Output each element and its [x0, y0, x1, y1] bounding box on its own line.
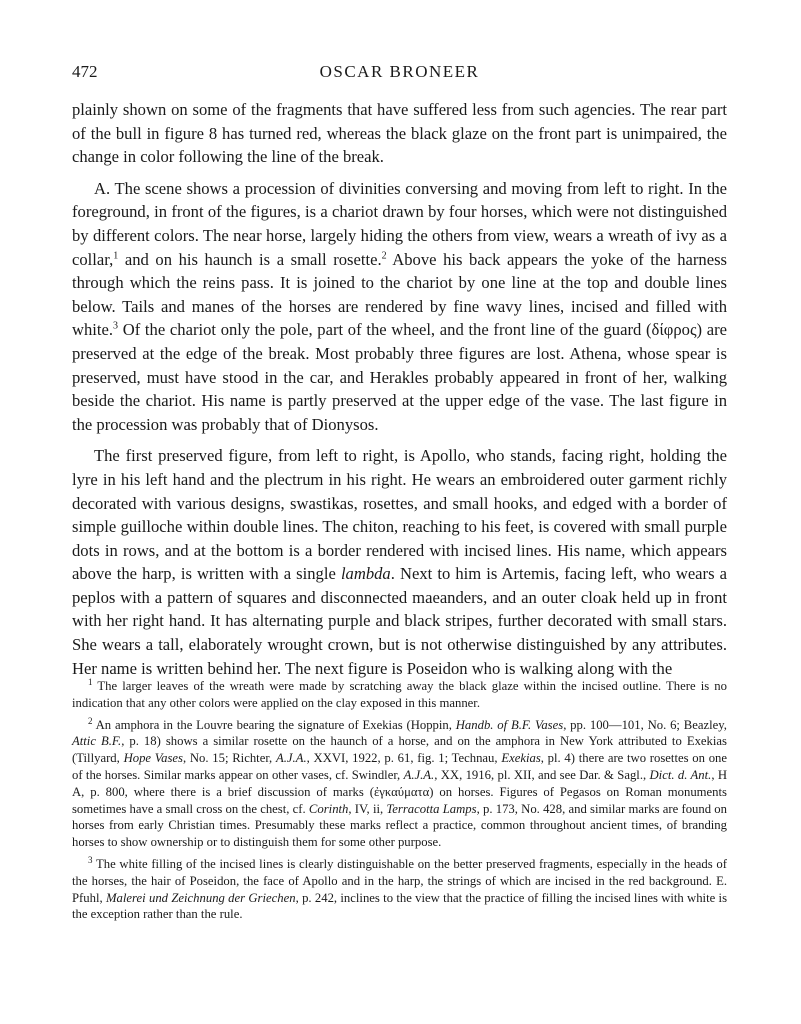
footnote-2 [72, 717, 727, 851]
p2-text-d: Of the chariot only the pole, part of the wheel, and the front line of the guard (δίφρος) are preserved at the edge of the break. Most probably three figures are lost. Athena, whose spear is preserved, must have stood in the car, and Herakles probably appeared in front of her, walking beside the chariot. His name is partly preserved at the upper edge of the vase. The last figure in the procession was probably that of Dionysos. [72, 320, 727, 434]
p3-text-a: The first preserved figure, from left to right, is Apollo, who stands, facing right, holding the lyre in his left hand and the plectrum in his right. He wears an embroidered outer garment richly decorated with various designs, swastikas, rosettes, and small hooks, and edged with a border of simple guilloche within double lines. The chiton, reaching to his feet, is covered with small purple dots in rows, and at the bottom is a border rendered with incised lines. His name, which appears above the harp, is written with a single [72, 446, 727, 584]
fn2-italic-1: Handb. of B.F. Vases [455, 717, 564, 732]
footnote-ref-1[interactable]: 1 [113, 250, 119, 262]
fn3-a: The white filling of the incised lines is clearly distinguishable on the better preserved fragments, especially in the heads of the horses, the hair of Poseidon, the face of Apollo and in the harp, the strings of which are incised in the red background. E. Pfuhl, [72, 856, 727, 905]
fn2-h: , H A, p. 800, where there is a brief discussion of marks (ἐγκαύματα) on horses. Figures of Pegasos on Roman monuments sometimes have a small cross on the chest, cf. [72, 767, 727, 816]
footnote-ref-3[interactable]: 3 [113, 320, 119, 332]
footnote-3-number: 3 [88, 854, 93, 865]
fn2-c: , p. 18) shows a similar rosette on the haunch of a horse, and on the amphora in New York attributed to Exekias (Tillyard, [72, 734, 727, 766]
p3-text-b: . Next to him is Artemis, facing left, who wears a peplos with a pattern of squares and disconnected maeanders, and an outer cloak held up in front with her right hand. It has alternating purple and black stripes, further decorated with small stars. She wears a tall, elaborately wrought crown, but is not otherwise distinguished by any attributes. Her name is written behind her. The next figure is Poseidon who is walking along with the [72, 564, 727, 678]
fn2-italic-3: Hope Vases [123, 751, 183, 766]
fn2-a: An amphora in the Louvre bearing the signature of Exekias (Hoppin, [95, 717, 456, 732]
paragraph-1-text: plainly shown on some of the fragments that have suffered less from such agencies. The rear part of the bull in figure 8 has turned red, whereas the black glaze on the front part is unimpaired, the change in color following the line of the break. [72, 100, 727, 167]
footnote-1 [72, 678, 727, 712]
p2-text-a: A. The scene shows a procession of divinities conversing and moving from left to right. In the foreground, in front of the figures, is a chariot drawn by four horses, which were not distinguished by different colors. The near horse, largely hiding the others from view, wears a wreath of ivy as a collar, [72, 178, 727, 269]
footnote-1-text: The larger leaves of the wreath were made by scratching away the black glaze within the incised outline. There is no indication that any other colors were applied on the clay exposed in this manner. [72, 679, 727, 710]
footnote-3 [72, 856, 727, 923]
fn3-italic: Malerei und Zeichnung der Griechen [105, 890, 296, 905]
fn2-italic-7: Dict. d. Ant. [649, 767, 712, 782]
fn2-b: , pp. 100—101, No. 6; Beazley, [563, 717, 727, 732]
p2-text-c: Above his back appears the yoke of the harness through which the reins pass. It is joined to the chariot by one line at the top and double lines below. Tails and manes of the horses are rendered by fine wavy lines, incised and filled with white. [72, 249, 727, 340]
footnote-ref-2[interactable]: 2 [381, 250, 387, 262]
fn2-italic-5: Exekias [501, 751, 541, 766]
p2-text-b: and on his haunch is a small rosette. [118, 249, 382, 269]
fn2-italic-9: Terracotta Lamps [386, 801, 477, 816]
paragraph-2 [72, 177, 727, 437]
fn2-f: , pl. 4) there are two rosettes on one of the horses. Similar marks appear on other vases, cf. Swindler, [72, 751, 728, 782]
fn2-d: , No. 15; Richter, [182, 751, 276, 766]
page-header [72, 62, 727, 90]
fn2-e: , XXVI, 1922, p. 61, fig. 1; Technau, [306, 751, 502, 766]
footnote-1-number: 1 [88, 676, 93, 687]
body-text [72, 98, 727, 680]
fn2-italic-8: Corinth [308, 801, 349, 816]
fn3-b: , p. 242, inclines to the view that the practice of filling the incised lines with white is the exception rather than the rule. [72, 890, 728, 922]
fn2-i: , IV, ii, [348, 801, 387, 816]
footnotes [72, 678, 727, 928]
fn2-italic-2: Attic B.F. [72, 734, 122, 749]
paragraph-3 [72, 444, 727, 680]
footnote-2-number: 2 [88, 715, 93, 726]
p3-italic-lambda: lambda [340, 564, 391, 584]
paragraph-1 [72, 98, 727, 169]
page [72, 62, 727, 688]
running-head: OSCAR BRONEER [319, 62, 480, 81]
fn2-j: , p. 173, No. 428, and similar marks are found on horses from early Christian times. Presumably these marks reflect a practice, common throughout ancient times, of branding horses to show ownership or to distinguish them for some other purpose. [72, 801, 727, 850]
page-number: 472 [72, 62, 98, 81]
fn2-italic-6: A.J.A. [403, 767, 435, 782]
fn2-italic-4: A.J.A. [275, 751, 307, 766]
fn2-g: , XX, 1916, pl. XII, and see Dar. & Sagl., [434, 767, 650, 782]
